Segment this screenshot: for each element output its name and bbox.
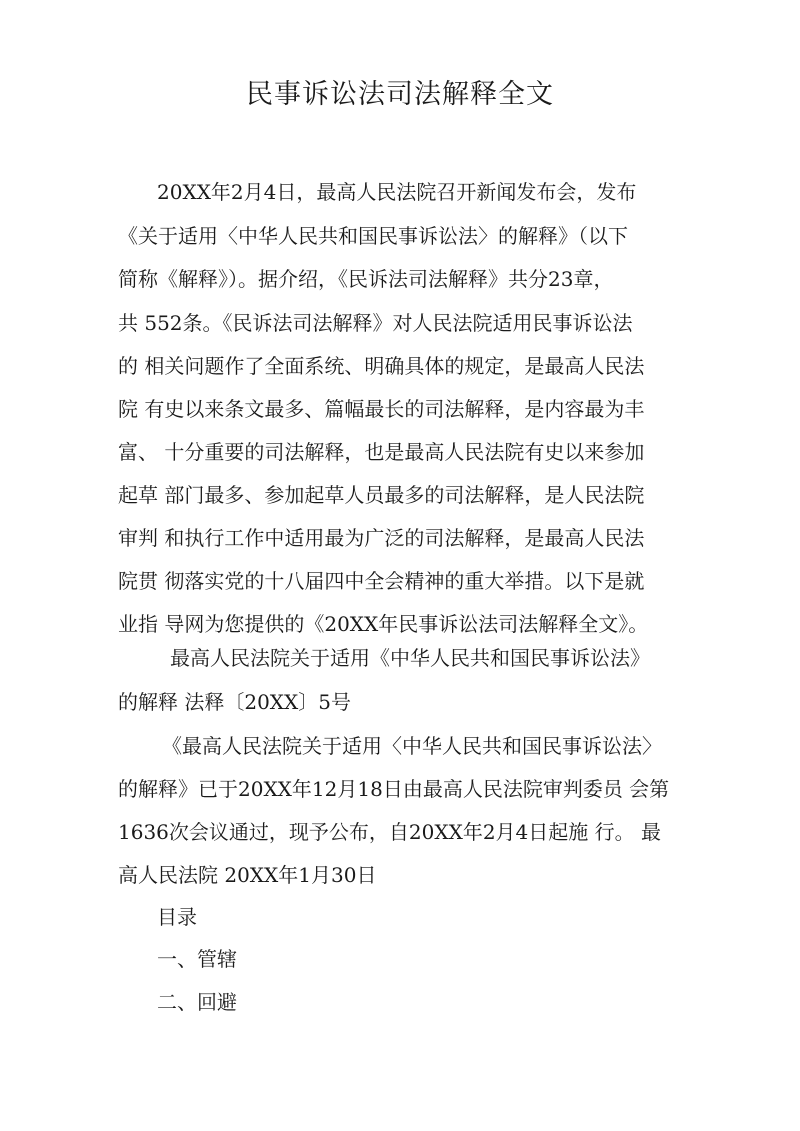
toc-heading: 目录 bbox=[157, 905, 197, 929]
heading-line: 的解释 法释〔20XX〕5号 bbox=[118, 690, 352, 714]
body-line: 的 相关问题作了全面系统、明确具体的规定，是最高人民法 bbox=[118, 354, 645, 378]
heading-line: 最高人民法院关于适用《中华人民共和国民事诉讼法》 bbox=[170, 646, 650, 670]
body-line: 业指 导网为您提供的《20XX年民事诉讼法司法解释全文》。 bbox=[118, 612, 649, 636]
body-line: 1636次会议通过，现予公布，自20XX年2月4日起施 行。 最 bbox=[118, 820, 661, 844]
body-line: 《关于适用〈中华人民共和国民事诉讼法〉的解释》（以下 bbox=[118, 224, 628, 248]
body-line: 共 552条。《民诉法司法解释》对人民法院适用民事诉讼法 bbox=[118, 311, 633, 335]
toc-item: 一、管辖 bbox=[157, 947, 237, 971]
body-line: 高人民法院 20XX年1月30日 bbox=[118, 863, 377, 887]
body-line: 起草 部门最多、参加起草人员最多的司法解释，是人民法院 bbox=[118, 483, 645, 507]
document-title: 民事诉讼法司法解释全文 bbox=[246, 79, 554, 110]
body-line: 的解释》已于20XX年12月18日由最高人民法院审判委员 会第 bbox=[118, 777, 670, 801]
body-line: 20XX年2月4日，最高人民法院召开新闻发布会，发布 bbox=[157, 180, 637, 204]
toc-item: 二、回避 bbox=[157, 990, 237, 1014]
body-line: 富、 十分重要的司法解释，也是最高人民法院有史以来参加 bbox=[118, 440, 645, 464]
body-line: 审判 和执行工作中适用最为广泛的司法解释，是最高人民法 bbox=[118, 526, 645, 550]
body-line: 院贯 彻落实党的十八届四中全会精神的重大举措。以下是就 bbox=[118, 569, 645, 593]
body-line: 《最高人民法院关于适用〈中华人民共和国民事诉讼法〉 bbox=[162, 734, 662, 758]
body-line: 院 有史以来条文最多、篇幅最长的司法解释，是内容最为丰 bbox=[118, 397, 645, 421]
body-line: 简称《解释》）。据介绍，《民诉法司法解释》共分23章， bbox=[118, 267, 614, 291]
